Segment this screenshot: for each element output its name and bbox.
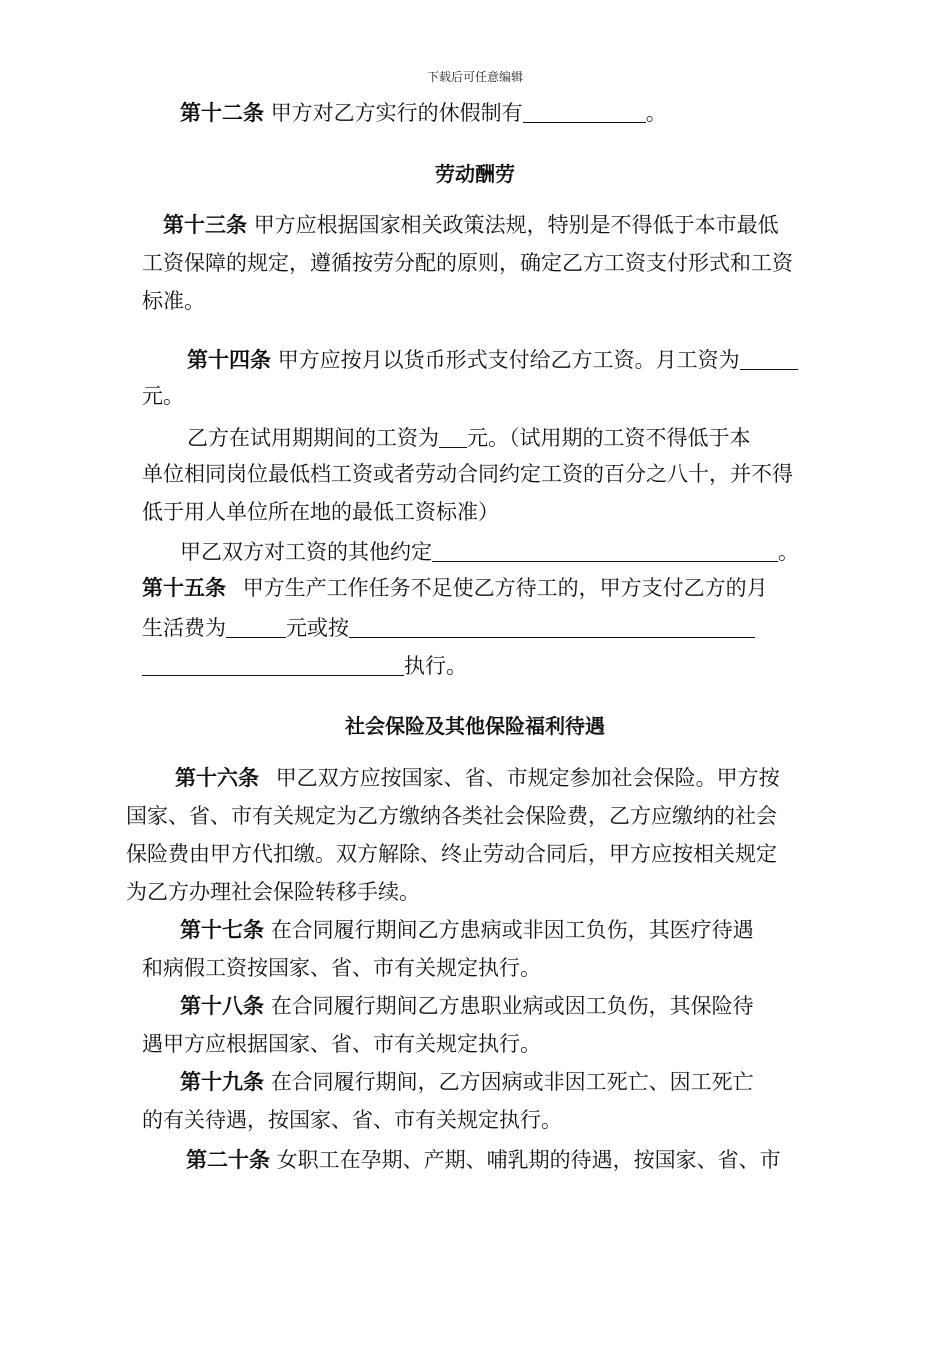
article-18-line-2: 遇甲方应根据国家、省、市有关规定执行。 [142,1032,541,1056]
article-16-line-4: 为乙方办理社会保险转移手续。 [126,880,420,904]
article-13-line-2: 工资保障的规定，遵循按劳分配的原则，确定乙方工资支付形式和工资 [142,251,793,275]
article-18: 第十八条 在合同履行期间乙方患职业病或因工负伤，其保险待 [180,994,754,1018]
article-19: 第十九条 在合同履行期间，乙方因病或非因工死亡、因工死亡 [180,1070,754,1094]
article-label: 第十七条 [180,918,264,942]
fill-in-blank[interactable] [349,616,755,638]
article-17: 第十七条 在合同履行期间乙方患病或非因工负伤，其医疗待遇 [180,918,754,942]
article-16-line-2: 国家、省、市有关规定为乙方缴纳各类社会保险费，乙方应缴纳的社会 [126,804,777,828]
article-16-line-3: 保险费由甲方代扣缴。双方解除、终止劳动合同后，甲方应按相关规定 [126,842,777,866]
article-15-line-3: 执行。 [142,654,467,677]
fill-in-blank[interactable] [142,654,404,676]
probation-line-3: 低于用人单位所在地的最低工资标准） [142,500,499,524]
fill-in-blank[interactable] [226,616,286,638]
article-13: 第十三条 甲方应根据国家相关政策法规，特别是不得低于本市最低 [163,213,779,237]
other-agreement-line: 甲乙双方对工资的其他约定 。 [180,540,799,564]
article-label: 第十四条 [187,348,271,372]
article-17-line-2: 和病假工资按国家、省、市有关规定执行。 [142,956,541,980]
article-14: 第十四条 甲方应按月以货币形式支付给乙方工资。月工资为 [187,348,798,371]
article-14-line-2: 元。 [142,384,184,408]
probation-line-2: 单位相同岗位最低档工资或者劳动合同约定工资的百分之八十，并不得 [142,462,793,486]
section-title-labor-pay: 劳动酬劳 [435,162,515,186]
article-label: 第十五条 [142,576,226,600]
article-15-line-2: 生活费为 元或按 [142,616,755,639]
probation-wage-line: 乙方在试用期期间的工资为 元。（试用期的工资不得低于本 [187,426,751,450]
article-12: 第十二条 甲方对乙方实行的休假制有 。 [180,101,667,125]
fill-in-blank[interactable] [523,101,646,123]
page-header-note: 下载后可任意编辑 [426,70,523,84]
article-label: 第十九条 [180,1070,264,1094]
article-label: 第十三条 [163,213,247,237]
fill-in-blank[interactable] [432,540,778,562]
fill-in-blank[interactable] [740,348,798,370]
article-15: 第十五条 甲方生产工作任务不足使乙方待工的，甲方支付乙方的月 [142,576,768,600]
article-13-line-3: 标准。 [142,289,205,313]
article-label: 第十二条 [180,101,264,125]
article-label: 第二十条 [186,1148,270,1172]
article-16: 第十六条 甲乙双方应按国家、省、市规定参加社会保险。甲方按 [175,766,780,790]
article-text: 甲方对乙方实行的休假制有 [270,101,523,125]
article-19-line-2: 的有关待遇，按国家、省、市有关规定执行。 [142,1108,562,1132]
fill-in-blank[interactable] [439,426,467,448]
article-20: 第二十条 女职工在孕期、产期、哺乳期的待遇，按国家、省、市 [186,1148,781,1172]
section-title-insurance: 社会保险及其他保险福利待遇 [345,714,605,738]
article-label: 第十六条 [175,766,259,790]
article-label: 第十八条 [180,994,264,1018]
